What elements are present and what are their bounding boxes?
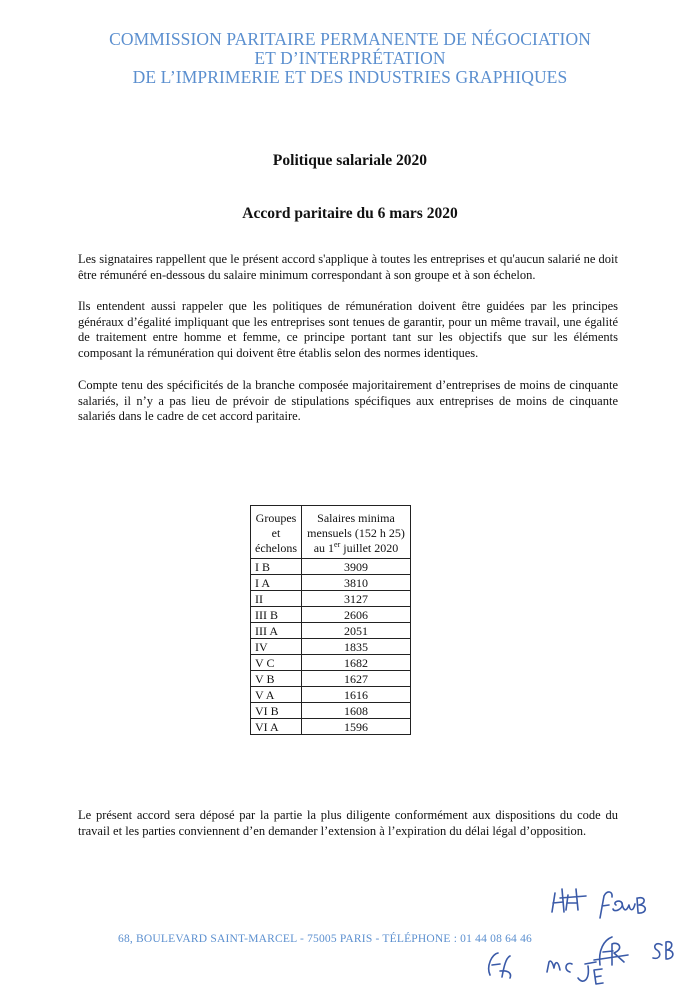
group-cell: III A (251, 623, 302, 639)
table-row (251, 639, 411, 655)
table-row (251, 591, 411, 607)
group-cell: VI A (251, 719, 302, 735)
group-cell: V C (251, 655, 302, 671)
paragraph-3: Compte tenu des spécificités de la branche composée majoritairement d’entreprises de moins de cinquante salariés, il n’y a pas lieu de prévoir de stipulations spécifiques aux entreprises de moins de cinquante salariés dans le cadre de cet accord paritaire. (78, 378, 618, 423)
salary-cell: 2606 (301, 607, 410, 623)
salary-cell: 1835 (301, 639, 410, 655)
salary-cell: 1682 (301, 655, 410, 671)
salary-cell: 1608 (301, 703, 410, 719)
salary-table (250, 505, 411, 735)
salary-cell: 1616 (301, 687, 410, 703)
salary-header-line: Salaires minima (317, 511, 395, 525)
groups-header-line: et (271, 526, 281, 540)
initials-mark (653, 942, 673, 959)
initials-mark (578, 962, 603, 984)
salary-cell: 2051 (301, 623, 410, 639)
salary-cell: 3127 (301, 591, 410, 607)
group-cell: V A (251, 687, 302, 703)
salary-cell: 1596 (301, 719, 410, 735)
address-footer: 68, BOULEVARD SAINT-MARCEL - 75005 PARIS - TÉLÉPHONE : 01 44 08 64 46 (118, 933, 532, 945)
salary-cell: 3909 (301, 559, 410, 575)
group-cell: I A (251, 575, 302, 591)
groups-header-line: échelons (255, 541, 297, 555)
table-row (251, 575, 411, 591)
initials-mark (622, 898, 645, 913)
table-row (251, 623, 411, 639)
table-row (251, 671, 411, 687)
salary-column-header (301, 506, 410, 559)
initials-mark (594, 937, 628, 965)
header-line-1: COMMISSION PARITAIRE PERMANENTE DE NÉGOCIATION (109, 29, 591, 49)
header-line-2: ET D’INTERPRÉTATION (254, 48, 446, 68)
table-row (251, 703, 411, 719)
group-cell: V B (251, 671, 302, 687)
table-row (251, 687, 411, 703)
header-line-3: DE L’IMPRIMERIE ET DES INDUSTRIES GRAPHIQUES (132, 67, 568, 87)
group-cell: VI B (251, 703, 302, 719)
table-row (251, 559, 411, 575)
organization-header (0, 30, 700, 87)
group-cell: II (251, 591, 302, 607)
groups-header-line: Groupes (255, 511, 297, 525)
salary-header-line: au 1er juillet 2020 (313, 540, 399, 555)
group-cell: IV (251, 639, 302, 655)
salary-header-line: mensuels (152 h 25) (307, 526, 405, 540)
initials-mark (547, 961, 572, 972)
salary-cell: 1627 (301, 671, 410, 687)
initials-mark (489, 953, 511, 978)
initials-mark (552, 889, 586, 912)
paragraph-2: Ils entendent aussi rappeler que les politiques de rémunération doivent être guidées par les principes généraux d’égalité impliquant que les entreprises sont tenues de garantir, pour un même travail, une égalité de traitement entre homme et femme, ce principe portant tant sur les objectifs que sur les éléments composant la rémunération qui doivent être établis selon des normes identiques. (78, 299, 618, 360)
paragraph-4: Le présent accord sera déposé par la partie la plus diligente conformément aux dispositions du code du travail et les parties conviennent d’en demander l’extension à l’expiration du délai légal d’opposition. (78, 808, 618, 838)
salary-table-header-row (251, 506, 411, 559)
table-row (251, 719, 411, 735)
group-cell: III B (251, 607, 302, 623)
salary-cell: 3810 (301, 575, 410, 591)
table-row (251, 655, 411, 671)
initials-mark (600, 892, 622, 918)
paragraph-1: Les signataires rappellent que le présent accord s'applique à toutes les entreprises et qu'aucun salarié ne doit être rémunéré en-dessous du salaire minimum correspondant à son groupe et à son échelon. (78, 252, 618, 282)
table-row (251, 607, 411, 623)
group-cell: I B (251, 559, 302, 575)
document-title: Politique salariale 2020 (272, 152, 428, 169)
groups-column-header (251, 506, 302, 559)
document-subtitle: Accord paritaire du 6 mars 2020 (242, 205, 458, 222)
